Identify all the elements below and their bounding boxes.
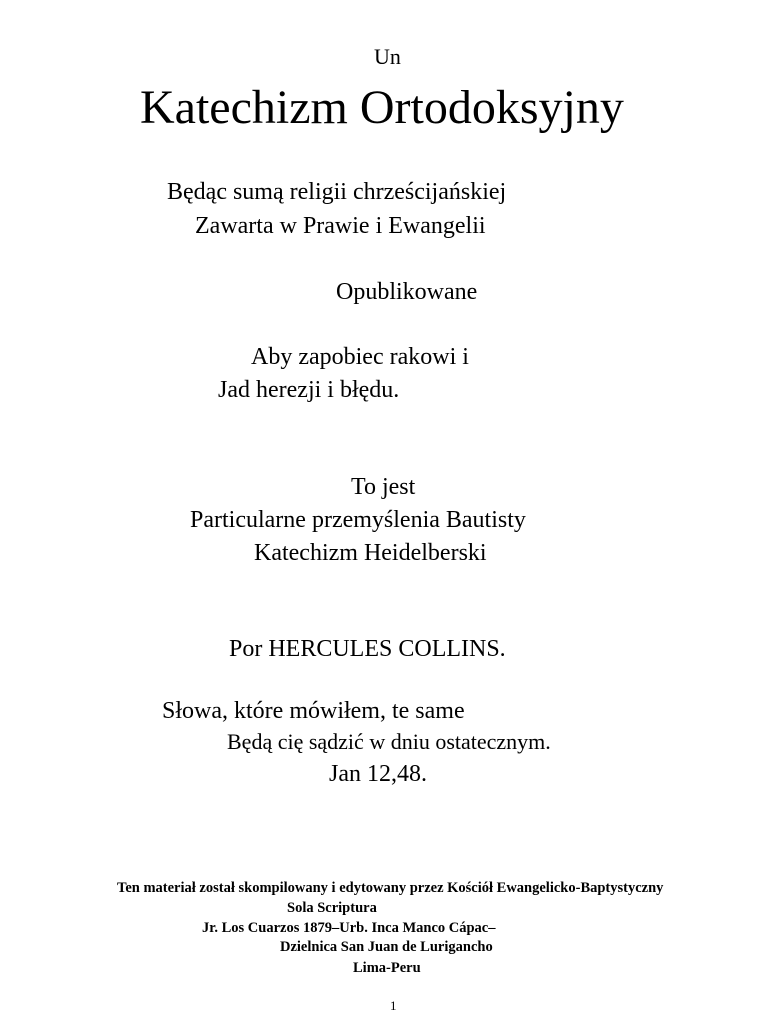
page-number: 1	[390, 998, 397, 1013]
author-line: Por HERCULES COLLINS.	[229, 636, 506, 662]
title-prefix: Un	[374, 44, 401, 69]
purpose-line-1: Aby zapobiec rakowi i	[251, 344, 469, 370]
page-title: Katechizm Ortodoksyjny	[140, 81, 624, 134]
published-label: Opublikowane	[336, 279, 478, 305]
subtitle-line-1: Będąc sumą religii chrześcijańskiej	[167, 179, 507, 205]
footer-line-3: Jr. Los Cuarzos 1879–Urb. Inca Manco Cápac–	[202, 920, 496, 936]
subtitle-line-2: Zawarta w Prawie i Ewangelii	[195, 213, 486, 239]
footer-line-2: Sola Scriptura	[287, 900, 377, 916]
footer-line-5: Lima-Peru	[353, 960, 421, 976]
quote-reference: Jan 12,48.	[329, 761, 427, 787]
footer-line-4: Dzielnica San Juan de Lurigancho	[280, 939, 493, 955]
quote-line-1: Słowa, które mówiłem, te same	[162, 698, 465, 724]
purpose-line-2: Jad herezji i błędu.	[218, 377, 400, 403]
description-line-1: To jest	[351, 474, 416, 500]
footer-line-1: Ten materiał został skompilowany i edytowany przez Kościół Ewangelicko-Baptystyczny	[117, 880, 664, 896]
description-line-3: Katechizm Heidelberski	[254, 540, 487, 566]
description-line-2: Particularne przemyślenia Bautisty	[190, 507, 526, 533]
quote-line-2: Będą cię sądzić w dniu ostatecznym.	[227, 729, 551, 754]
